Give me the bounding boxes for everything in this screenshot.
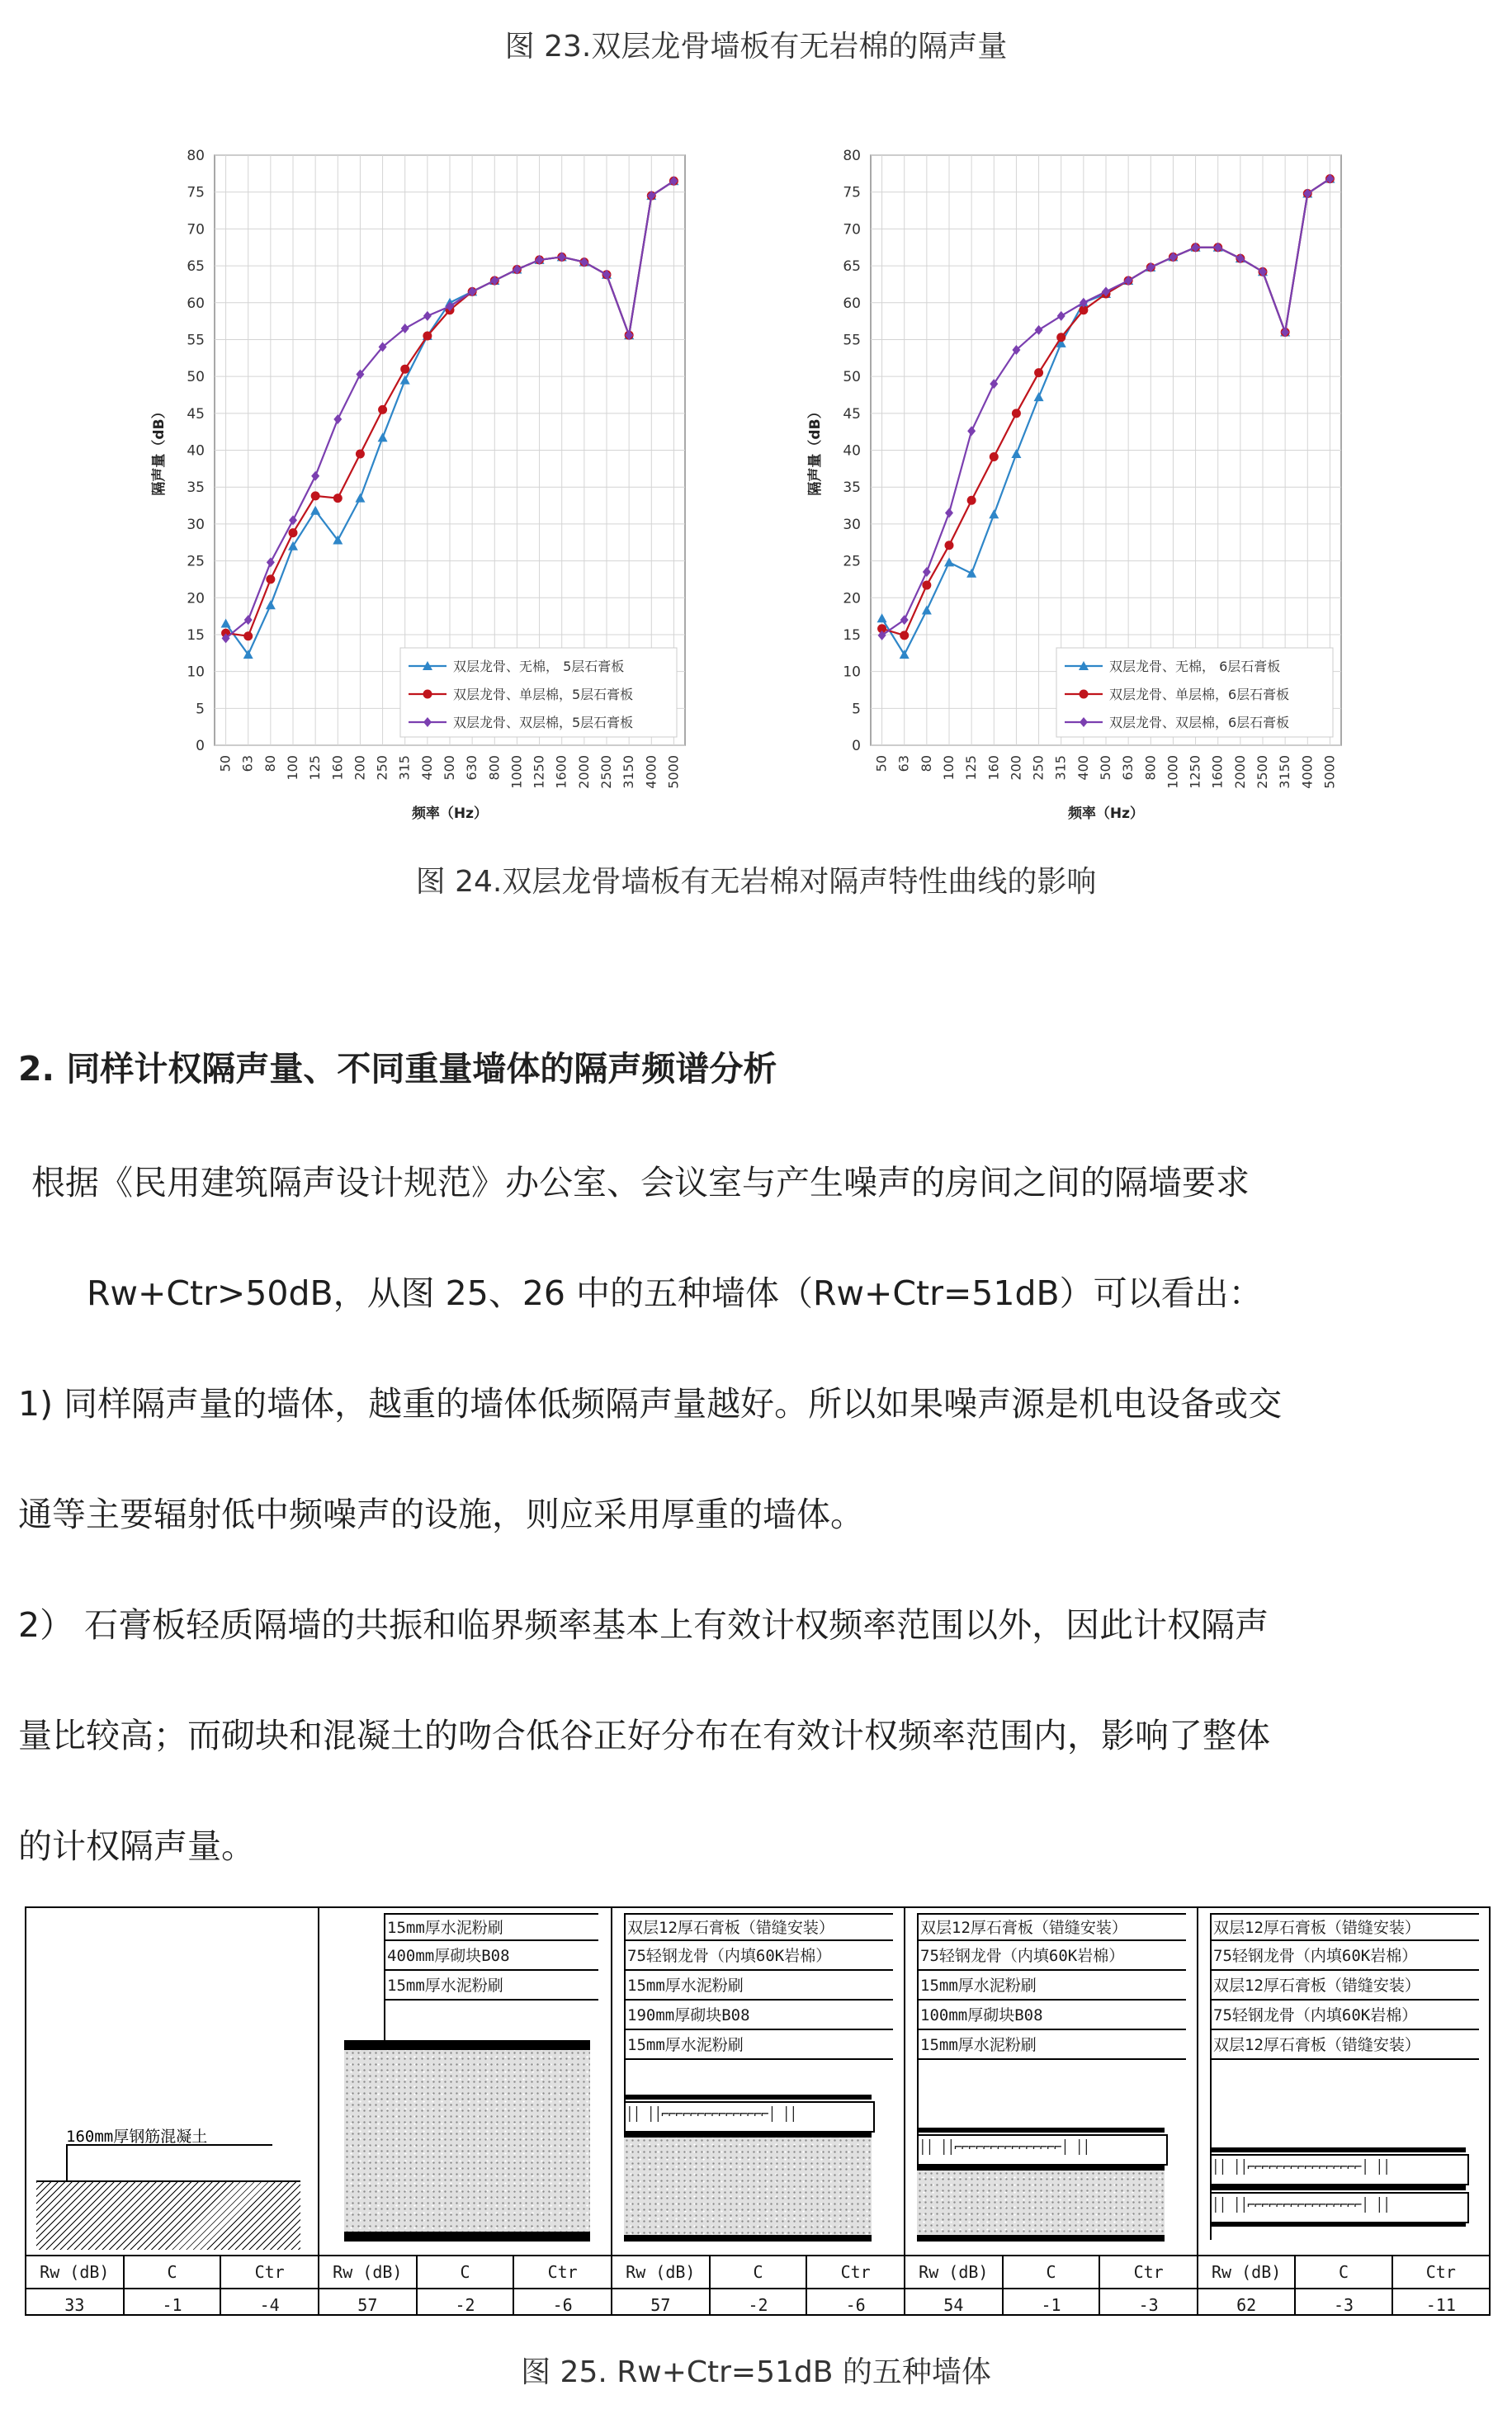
plaster-layer xyxy=(624,2235,872,2242)
wall-layer-label: 75轻钢龙骨（内填60K岩棉） xyxy=(1210,2002,1479,2030)
header-c: C xyxy=(1295,2256,1392,2289)
value-c: -1 xyxy=(124,2289,221,2314)
header-ctr: Ctr xyxy=(1392,2256,1489,2289)
wall-layer-label: 15mm厚水泥粉刷 xyxy=(624,2032,893,2060)
value-rw: 62 xyxy=(1198,2289,1295,2314)
wall-layer-label: 双层12厚石膏板（错缝安装） xyxy=(624,1913,893,1941)
block-layer xyxy=(917,2171,1165,2235)
y-tick-label: 35 xyxy=(187,479,205,497)
x-tick-label: 800 xyxy=(486,755,503,781)
x-tick-label: 5000 xyxy=(1321,755,1338,789)
gypsum-layer xyxy=(624,2095,872,2100)
x-tick-label: 2500 xyxy=(598,755,614,789)
legend-marker xyxy=(1080,690,1089,699)
chart-right-svg xyxy=(796,140,1374,834)
y-tick-label: 5 xyxy=(196,701,205,718)
y-tick-label: 5 xyxy=(852,701,861,718)
plaster-layer xyxy=(917,2235,1165,2242)
data-point xyxy=(333,494,343,503)
value-c: -1 xyxy=(1003,2289,1100,2314)
x-tick-label: 200 xyxy=(352,755,368,781)
wall-layer-label: 双层12厚石膏板（错缝安装） xyxy=(1210,1972,1479,2001)
legend-label: 双层龙骨、单层棉，5层石膏板 xyxy=(453,687,634,702)
stud-insulation-layer: ││ ││⌐⌐⌐⌐⌐⌐⌐⌐⌐⌐⌐⌐⌐⌐⌐⌐│ ││ xyxy=(1210,2192,1469,2223)
gypsum-layer xyxy=(1210,2222,1466,2227)
figure-24-caption: 图 24.双层龙骨墙板有无岩棉对隔声特性曲线的影响 xyxy=(415,865,1097,899)
value-ctr: -6 xyxy=(845,2295,866,2314)
x-tick-label: 125 xyxy=(307,755,324,781)
plaster-layer xyxy=(624,2131,872,2138)
value-rw: 33 xyxy=(26,2289,124,2314)
x-tick-label: 500 xyxy=(1098,755,1113,781)
value-rw: 57 xyxy=(612,2289,710,2314)
wall-layer-label: 190mm厚砌块B08 xyxy=(624,2002,893,2030)
y-tick-label: 10 xyxy=(843,664,861,681)
wall-2 xyxy=(319,1908,612,2314)
x-tick-label: 3150 xyxy=(1277,755,1293,789)
x-tick-label: 50 xyxy=(873,755,890,772)
wall-layer-label: 双层12厚石膏板（错缝安装） xyxy=(1210,2032,1479,2060)
wall-1 xyxy=(26,1908,319,2314)
value-ctr: -4 xyxy=(259,2295,280,2314)
data-point xyxy=(289,528,298,537)
data-point xyxy=(423,331,432,340)
y-tick-label: 75 xyxy=(187,184,205,201)
wall-layer-label: 75轻钢龙骨（内填60K岩棉） xyxy=(917,1943,1186,1971)
y-axis-label: 隔声量（dB） xyxy=(807,404,824,496)
header-ctr: Ctr xyxy=(806,2256,904,2289)
chart-left-svg xyxy=(140,140,718,834)
x-tick-label: 50 xyxy=(217,755,234,772)
wall-layer-label: 75轻钢龙骨（内填60K岩棉） xyxy=(624,1943,893,1971)
wall-layer-label: 400mm厚砌块B08 xyxy=(384,1943,598,1971)
x-axis-label: 频率（Hz） xyxy=(1067,805,1145,822)
value-c: -2 xyxy=(417,2289,514,2314)
header-c: C xyxy=(710,2256,807,2289)
x-tick-label: 630 xyxy=(464,755,480,781)
paragraph-line: 1) 同样隔声量的墙体，越重的墙体低频隔声量越好。所以如果噪声源是机电设备或交 xyxy=(18,1384,1283,1424)
wall-3 xyxy=(612,1908,905,2314)
x-tick-label: 4000 xyxy=(643,755,659,789)
stud-insulation-layer: ││ ││⌐⌐⌐⌐⌐⌐⌐⌐⌐⌐⌐⌐⌐⌐⌐⌐│ ││ xyxy=(1210,2154,1469,2185)
wall-layer-label: 15mm厚水泥粉刷 xyxy=(384,1972,598,2001)
header-rw: Rw (dB) xyxy=(612,2256,710,2289)
header-c: C xyxy=(124,2256,221,2289)
paragraph-line: Rw+Ctr>50dB，从图 25、26 中的五种墙体（Rw+Ctr=51dB）可以看出： xyxy=(87,1273,1263,1313)
y-tick-label: 10 xyxy=(187,664,205,681)
x-tick-label: 200 xyxy=(1008,755,1024,781)
data-point xyxy=(967,496,976,505)
wall-5 xyxy=(1198,1908,1489,2314)
stud-insulation-layer: ││ ││⌐⌐⌐⌐⌐⌐⌐⌐⌐⌐⌐⌐⌐⌐⌐│ ││ xyxy=(624,2101,875,2133)
value-ctr: -6 xyxy=(552,2295,573,2314)
y-tick-label: 60 xyxy=(187,295,205,312)
x-tick-label: 80 xyxy=(262,755,278,772)
data-point xyxy=(266,574,275,583)
wall-layer-label: 双层12厚石膏板（错缝安装） xyxy=(1210,1913,1479,1941)
wall-layer-label: 160mm厚钢筋混凝土 xyxy=(66,2128,208,2146)
x-tick-label: 250 xyxy=(374,755,390,781)
wall-5-drawing xyxy=(1198,1908,1489,2255)
legend-label: 双层龙骨、无棉， 6层石膏板 xyxy=(1109,659,1281,674)
header-c: C xyxy=(417,2256,514,2289)
data-point xyxy=(1034,368,1043,377)
data-point xyxy=(378,405,387,414)
legend-label: 双层龙骨、单层棉，6层石膏板 xyxy=(1109,687,1290,702)
header-rw: Rw (dB) xyxy=(905,2256,1003,2289)
wall-5-table xyxy=(1198,2255,1489,2314)
x-tick-label: 100 xyxy=(285,755,300,781)
wall-layer-label: 75轻钢龙骨（内填60K岩棉） xyxy=(1210,1943,1479,1971)
legend-label: 双层龙骨、无棉， 5层石膏板 xyxy=(453,659,625,674)
x-tick-label: 1600 xyxy=(553,755,569,789)
x-tick-label: 2000 xyxy=(575,755,592,789)
y-tick-label: 40 xyxy=(843,442,861,460)
header-rw: Rw (dB) xyxy=(1198,2256,1295,2289)
x-tick-label: 2000 xyxy=(1231,755,1248,789)
x-tick-label: 1250 xyxy=(1187,755,1203,789)
x-tick-label: 3150 xyxy=(621,755,637,789)
plaster-layer xyxy=(344,2232,590,2242)
y-tick-label: 35 xyxy=(843,479,861,497)
stud-insulation-layer: ││ ││⌐⌐⌐⌐⌐⌐⌐⌐⌐⌐⌐⌐⌐⌐⌐│ ││ xyxy=(917,2134,1168,2166)
block-layer xyxy=(624,2138,872,2235)
y-tick-label: 45 xyxy=(843,405,861,423)
y-tick-label: 0 xyxy=(196,738,205,754)
y-tick-label: 80 xyxy=(187,148,205,164)
x-tick-label: 400 xyxy=(1075,755,1091,781)
x-tick-label: 100 xyxy=(941,755,957,781)
x-tick-label: 500 xyxy=(442,755,457,781)
x-tick-label: 400 xyxy=(418,755,435,781)
y-tick-label: 15 xyxy=(187,626,205,644)
y-tick-label: 50 xyxy=(187,369,205,386)
x-tick-label: 250 xyxy=(1030,755,1047,781)
chart-left xyxy=(140,140,718,834)
x-tick-label: 1000 xyxy=(508,755,525,789)
y-tick-label: 15 xyxy=(843,626,861,644)
header-ctr: Ctr xyxy=(513,2256,611,2289)
y-tick-label: 65 xyxy=(843,258,861,276)
value-rw: 57 xyxy=(319,2289,417,2314)
y-tick-label: 25 xyxy=(187,553,205,570)
value-ctr: -3 xyxy=(1138,2295,1159,2314)
y-tick-label: 55 xyxy=(843,332,861,349)
gypsum-layer xyxy=(1210,2184,1466,2190)
wall-layer-label: 15mm厚水泥粉刷 xyxy=(917,1972,1186,2001)
wall-layer-label: 15mm厚水泥粉刷 xyxy=(917,2032,1186,2060)
x-tick-label: 160 xyxy=(329,755,346,781)
y-tick-label: 50 xyxy=(843,369,861,386)
data-point xyxy=(400,365,409,374)
y-tick-label: 20 xyxy=(187,590,205,607)
y-tick-label: 30 xyxy=(843,516,861,533)
x-tick-label: 160 xyxy=(985,755,1002,781)
data-point xyxy=(900,631,909,640)
x-tick-label: 5000 xyxy=(665,755,682,789)
header-rw: Rw (dB) xyxy=(26,2256,124,2289)
wall-2-table xyxy=(319,2255,611,2314)
x-tick-label: 1000 xyxy=(1165,755,1181,789)
plaster-layer xyxy=(917,2164,1165,2171)
wall-2-drawing xyxy=(319,1908,611,2255)
value-ctr: -11 xyxy=(1425,2295,1456,2314)
y-tick-label: 75 xyxy=(843,184,861,201)
figure-25-caption: 图 25. Rw+Ctr=51dB 的五种墙体 xyxy=(521,2355,991,2389)
wall-1-drawing xyxy=(26,1908,318,2255)
wall-layer-label: 双层12厚石膏板（错缝安装） xyxy=(917,1913,1186,1941)
header-c: C xyxy=(1003,2256,1100,2289)
x-tick-label: 630 xyxy=(1120,755,1136,781)
x-tick-label: 315 xyxy=(1052,755,1069,781)
legend-label: 双层龙骨、双层棉，5层石膏板 xyxy=(453,715,634,730)
leader-line xyxy=(66,2144,272,2146)
figure-23-caption: 图 23.双层龙骨墙板有无岩棉的隔声量 xyxy=(504,30,1008,64)
header-ctr: Ctr xyxy=(220,2256,318,2289)
paragraph-line: 根据《民用建筑隔声设计规范》办公室、会议室与产生噪声的房间之间的隔墙要求 xyxy=(31,1163,1250,1202)
paragraph-line: 2） 石膏板轻质隔墙的共振和临界频率基本上有效计权频率范围以外，因此计权隔声 xyxy=(18,1605,1269,1645)
plaster-layer xyxy=(344,2040,590,2050)
y-tick-label: 0 xyxy=(852,738,861,754)
x-tick-label: 63 xyxy=(895,755,912,772)
x-tick-label: 125 xyxy=(963,755,980,781)
value-c: -2 xyxy=(710,2289,807,2314)
x-tick-label: 315 xyxy=(396,755,413,781)
wall-layer-label: 100mm厚砌块B08 xyxy=(917,2002,1186,2030)
header-rw: Rw (dB) xyxy=(319,2256,417,2289)
header-ctr: Ctr xyxy=(1099,2256,1197,2289)
gypsum-layer xyxy=(1210,2147,1466,2152)
y-tick-label: 55 xyxy=(187,332,205,349)
x-tick-label: 80 xyxy=(918,755,934,772)
data-point xyxy=(922,581,931,590)
data-point xyxy=(356,449,365,458)
legend-label: 双层龙骨、双层棉，6层石膏板 xyxy=(1109,715,1290,730)
value-rw: 54 xyxy=(905,2289,1003,2314)
y-tick-label: 25 xyxy=(843,553,861,570)
data-point xyxy=(990,452,999,461)
legend-marker xyxy=(423,690,432,699)
wall-4-drawing xyxy=(905,1908,1197,2255)
wall-layer-label: 15mm厚水泥粉刷 xyxy=(384,1913,598,1941)
data-point xyxy=(311,491,320,500)
y-tick-label: 70 xyxy=(187,221,205,239)
concrete-hatch xyxy=(36,2180,300,2250)
value-c: -3 xyxy=(1295,2289,1392,2314)
x-tick-label: 1250 xyxy=(531,755,547,789)
data-point xyxy=(945,541,954,550)
gypsum-layer xyxy=(917,2128,1165,2133)
wall-1-table xyxy=(26,2255,318,2314)
wall-4 xyxy=(905,1908,1198,2314)
paragraph-line: 通等主要辐射低中频噪声的设施，则应采用厚重的墙体。 xyxy=(18,1495,864,1534)
x-tick-label: 63 xyxy=(239,755,256,772)
y-tick-label: 80 xyxy=(843,148,861,164)
wall-4-table xyxy=(905,2255,1197,2314)
data-point xyxy=(243,631,253,640)
x-tick-label: 2500 xyxy=(1254,755,1270,789)
x-tick-label: 1600 xyxy=(1209,755,1226,789)
y-tick-label: 70 xyxy=(843,221,861,239)
data-point xyxy=(1012,409,1021,418)
chart-right xyxy=(796,140,1374,834)
x-tick-label: 4000 xyxy=(1299,755,1316,789)
paragraph-line: 的计权隔声量。 xyxy=(18,1826,255,1866)
y-axis-label: 隔声量（dB） xyxy=(151,404,168,496)
wall-3-table xyxy=(612,2255,904,2314)
y-tick-label: 30 xyxy=(187,516,205,533)
wall-3-drawing xyxy=(612,1908,904,2255)
leader-line xyxy=(1210,1913,1212,2240)
wall-types-figure xyxy=(25,1906,1491,2316)
section-heading: 2. 同样计权隔声量、不同重量墙体的隔声频谱分析 xyxy=(18,1049,777,1089)
x-tick-label: 800 xyxy=(1142,755,1159,781)
paragraph-line: 量比较高；而砌块和混凝土的吻合低谷正好分布在有效计权频率范围内，影响了整体 xyxy=(18,1716,1270,1755)
y-tick-label: 45 xyxy=(187,405,205,423)
data-point xyxy=(1056,333,1065,342)
block-layer xyxy=(344,2050,590,2232)
y-tick-label: 40 xyxy=(187,442,205,460)
y-tick-label: 65 xyxy=(187,258,205,276)
y-tick-label: 20 xyxy=(843,590,861,607)
y-tick-label: 60 xyxy=(843,295,861,312)
x-axis-label: 频率（Hz） xyxy=(411,805,489,822)
wall-layer-label: 15mm厚水泥粉刷 xyxy=(624,1972,893,2001)
